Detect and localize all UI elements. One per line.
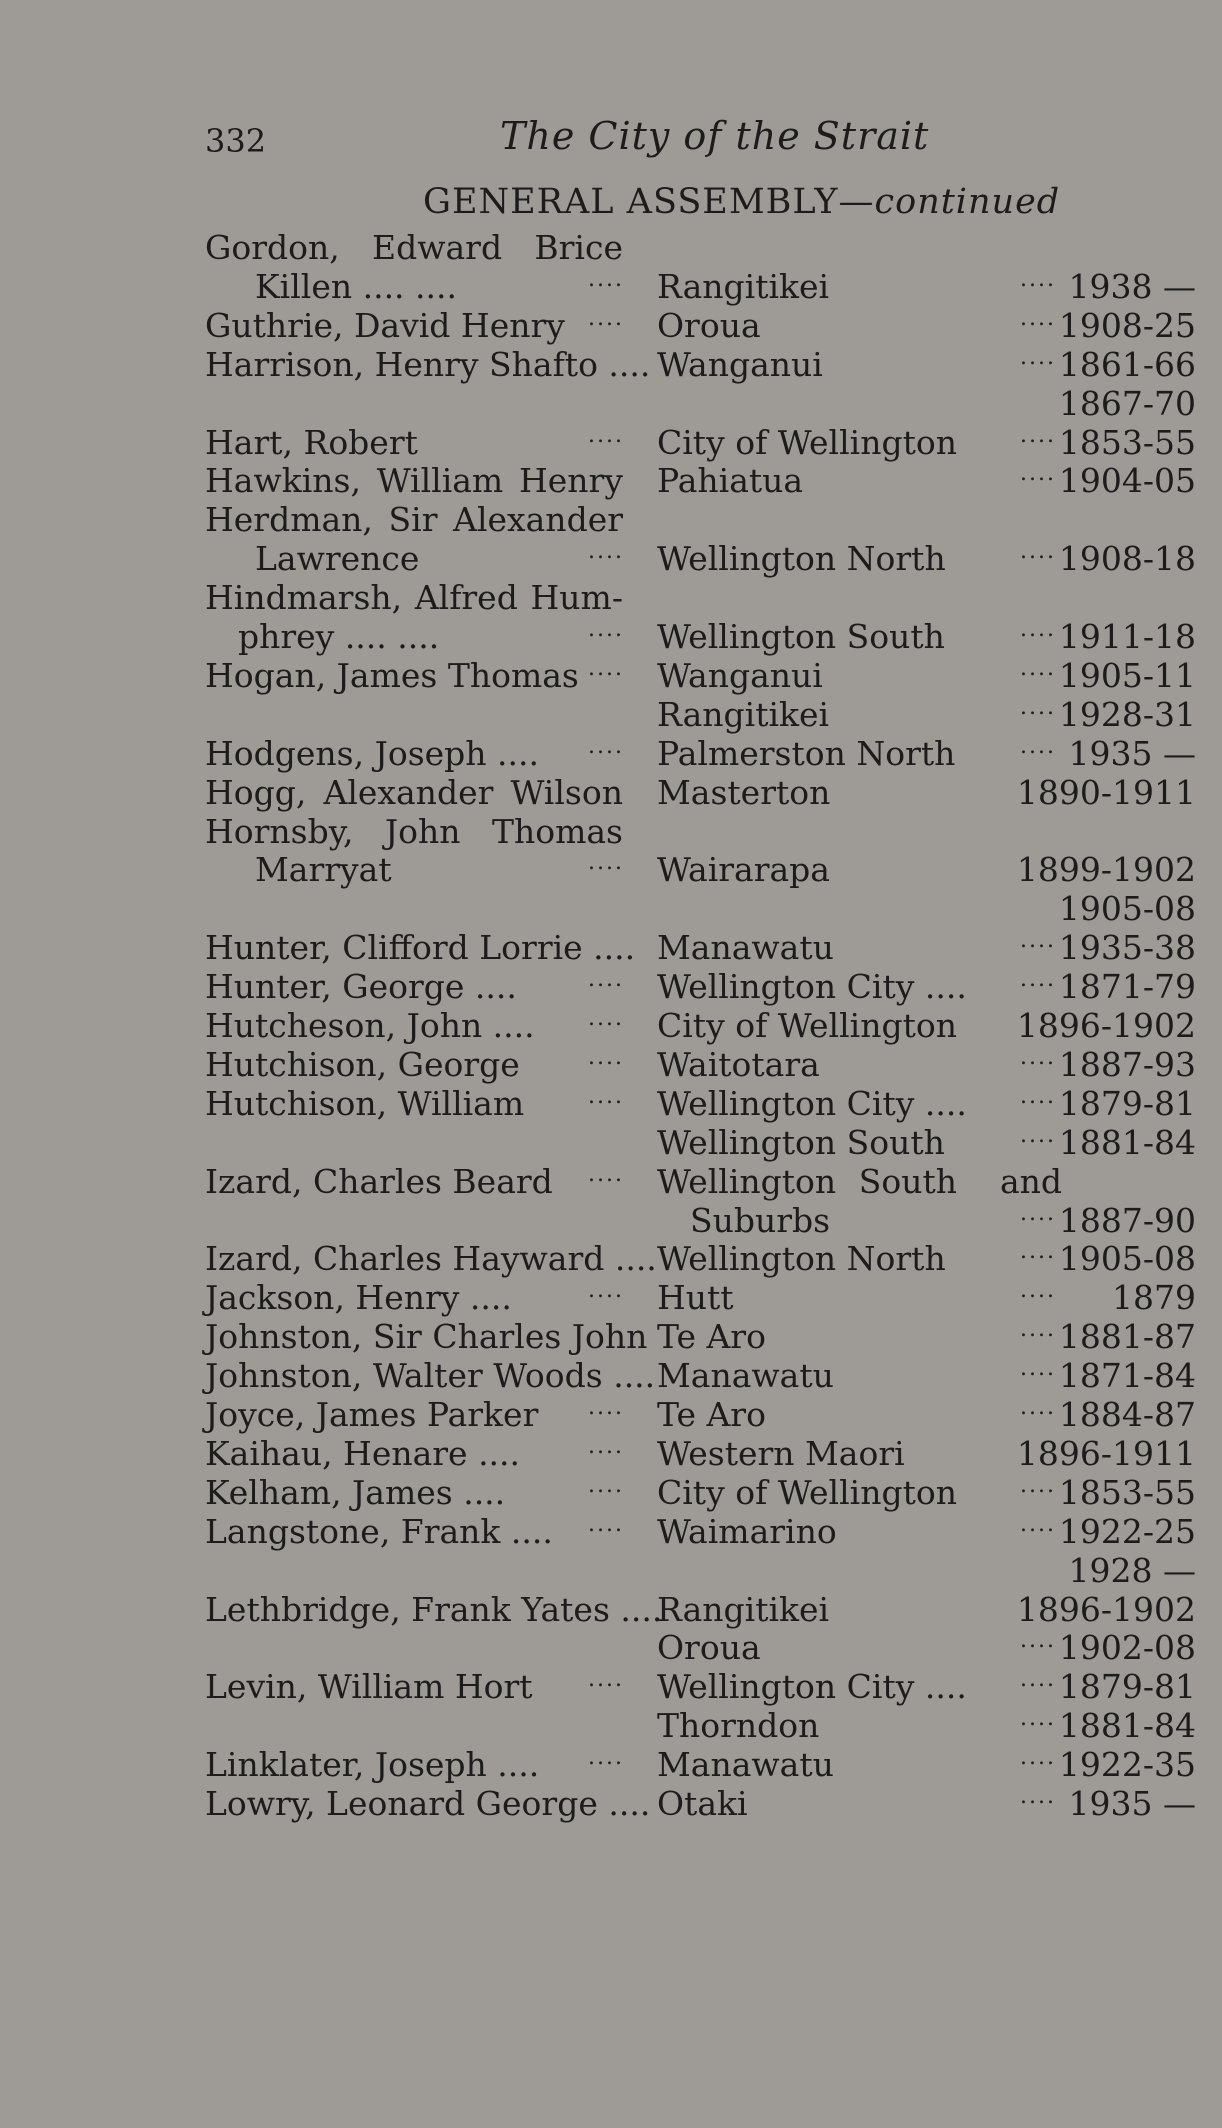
member-name-word: Sir bbox=[388, 500, 438, 540]
constituency: Oroua bbox=[657, 305, 761, 345]
table-row bbox=[0, 461, 1222, 500]
table-row bbox=[0, 1045, 1222, 1084]
years-served: 1899-1902 bbox=[1016, 850, 1196, 890]
constituency-word: South bbox=[858, 1161, 957, 1201]
years-served: 1867-70 bbox=[1058, 383, 1196, 423]
leader-dots: .... bbox=[588, 422, 624, 448]
table-row bbox=[0, 500, 1222, 539]
leader-dots: .... bbox=[1020, 1395, 1056, 1420]
table-row bbox=[0, 1162, 1222, 1201]
member-name: Izard, Charles Beard bbox=[205, 1161, 553, 1201]
constituency: Masterton bbox=[657, 772, 831, 812]
page-header bbox=[0, 114, 1222, 164]
table-row bbox=[0, 1084, 1222, 1123]
constituency: Suburbs bbox=[690, 1200, 831, 1240]
leader-dots: .... bbox=[1020, 1784, 1056, 1809]
years-served: 1902-08 bbox=[1058, 1628, 1196, 1668]
member-name: Johnston, Walter Woods .... bbox=[205, 1356, 656, 1396]
years-served: 1881-84 bbox=[1058, 1122, 1196, 1162]
table-row bbox=[0, 889, 1222, 928]
leader-dots: .... bbox=[1020, 1667, 1056, 1693]
leader-dots: .... bbox=[588, 967, 624, 993]
member-name-word: Hogg, bbox=[205, 772, 307, 812]
section-continued: —continued bbox=[838, 182, 1061, 222]
member-name bbox=[205, 228, 623, 267]
constituency: Manawatu bbox=[657, 1356, 834, 1396]
leader-dots: .... bbox=[1020, 1200, 1056, 1226]
years-served: 1938 — bbox=[1068, 266, 1196, 306]
member-name-word: Hindmarsh, bbox=[205, 578, 403, 618]
member-name: Hutchison, William bbox=[205, 1083, 525, 1123]
member-name-word: Alfred bbox=[414, 578, 518, 618]
leader-dots: .... bbox=[1020, 1083, 1056, 1109]
leader-dots: .... bbox=[588, 1006, 624, 1031]
member-name-word: Herdman, bbox=[205, 500, 373, 540]
table-row bbox=[0, 617, 1222, 656]
table-row bbox=[0, 1473, 1222, 1512]
years-served: 1922-35 bbox=[1058, 1745, 1196, 1785]
constituency: Wellington South bbox=[657, 617, 945, 656]
member-name: Hodgens, Joseph .... bbox=[205, 733, 539, 773]
constituency: Rangitikei bbox=[657, 1589, 830, 1629]
member-name bbox=[205, 812, 623, 851]
member-name: Hart, Robert bbox=[205, 422, 418, 462]
leader-dots: .... bbox=[588, 1044, 624, 1070]
leader-dots: .... bbox=[1020, 422, 1056, 448]
member-name-word: Alexander bbox=[453, 500, 623, 540]
table-row bbox=[0, 423, 1222, 462]
years-served: 1884-87 bbox=[1058, 1395, 1196, 1434]
member-name bbox=[205, 773, 623, 812]
constituency: City of Wellington bbox=[657, 1472, 957, 1512]
member-name: Lethbridge, Frank Yates .... bbox=[205, 1589, 663, 1629]
member-name: Harrison, Henry Shafto .... bbox=[205, 344, 651, 384]
member-name: Izard, Charles Hayward .... bbox=[205, 1239, 657, 1279]
constituency: Wellington City .... bbox=[657, 1083, 967, 1123]
constituency: Wellington North bbox=[657, 539, 946, 579]
leader-dots: .... bbox=[588, 1433, 624, 1459]
table-row bbox=[0, 267, 1222, 306]
member-name-word: Edward bbox=[372, 228, 503, 267]
leader-dots: .... bbox=[588, 1161, 624, 1187]
leader-dots: .... bbox=[1020, 617, 1056, 642]
member-name: Hogan, James Thomas bbox=[205, 655, 579, 695]
leader-dots: .... bbox=[1020, 344, 1056, 370]
member-name bbox=[205, 500, 623, 539]
table-row bbox=[0, 539, 1222, 578]
member-name bbox=[205, 578, 623, 617]
leader-dots: .... bbox=[1020, 1239, 1056, 1265]
constituency: Manawatu bbox=[657, 1745, 834, 1785]
leader-dots: .... bbox=[1020, 539, 1056, 565]
leader-dots: .... bbox=[588, 1278, 624, 1304]
constituency: Waimarino bbox=[657, 1511, 837, 1551]
member-name: Johnston, Sir Charles John bbox=[205, 1317, 648, 1357]
constituency: City of Wellington bbox=[657, 1006, 957, 1045]
member-name: Lawrence bbox=[255, 539, 420, 579]
member-name: Guthrie, David Henry bbox=[205, 305, 565, 345]
constituency bbox=[657, 1162, 957, 1201]
table-row bbox=[0, 967, 1222, 1006]
member-name: Hutcheson, John .... bbox=[205, 1006, 535, 1045]
constituency: Rangitikei bbox=[657, 266, 830, 306]
constituency: Pahiatua bbox=[657, 461, 804, 501]
leader-dots: .... bbox=[588, 1472, 624, 1498]
years-served: 1896-1902 bbox=[1016, 1589, 1196, 1629]
constituency: Te Aro bbox=[657, 1317, 766, 1357]
years-served: 1935 — bbox=[1068, 733, 1196, 773]
table-row bbox=[0, 306, 1222, 345]
leader-dots: .... bbox=[1020, 1745, 1056, 1771]
constituency: Palmerston North bbox=[657, 733, 956, 773]
constituency: Wellington South bbox=[657, 1122, 945, 1162]
member-name: Hunter, Clifford Lorrie .... bbox=[205, 928, 636, 968]
leader-dots: .... bbox=[1020, 1356, 1056, 1382]
years-served: 1922-25 bbox=[1058, 1511, 1196, 1551]
leader-dots: .... bbox=[1020, 733, 1056, 759]
member-name: Hutchison, George bbox=[205, 1044, 520, 1084]
years-served: 1881-87 bbox=[1058, 1317, 1196, 1357]
leader-dots: .... bbox=[1020, 1511, 1056, 1537]
table-row bbox=[0, 1356, 1222, 1395]
member-name: Marryat bbox=[255, 850, 392, 890]
leader-dots: .... bbox=[588, 617, 624, 642]
constituency: Wellington City .... bbox=[657, 967, 967, 1007]
table-row bbox=[0, 812, 1222, 851]
constituency: Wellington North bbox=[657, 1239, 946, 1279]
years-served: 1879-81 bbox=[1058, 1667, 1196, 1707]
leader-dots: .... bbox=[1020, 967, 1056, 993]
leader-dots: .... bbox=[1020, 1044, 1056, 1070]
member-name-word: Gordon, bbox=[205, 228, 340, 267]
years-served: 1887-90 bbox=[1058, 1200, 1196, 1240]
years-served: 1908-25 bbox=[1058, 305, 1196, 345]
leader-dots: .... bbox=[1020, 1278, 1056, 1304]
member-name: phrey .... .... bbox=[238, 617, 440, 656]
table-row bbox=[0, 1706, 1222, 1745]
table-row bbox=[0, 850, 1222, 889]
years-served: 1887-93 bbox=[1058, 1044, 1196, 1084]
years-served: 1928-31 bbox=[1058, 694, 1196, 734]
years-served: 1905-08 bbox=[1058, 889, 1196, 929]
table-row bbox=[0, 1201, 1222, 1240]
constituency: Western Maori bbox=[657, 1433, 905, 1473]
leader-dots: .... bbox=[1020, 1628, 1056, 1654]
member-name: Langstone, Frank .... bbox=[205, 1511, 553, 1551]
constituency: Wanganui bbox=[657, 344, 823, 384]
years-served: 1905-08 bbox=[1058, 1239, 1196, 1279]
table-row bbox=[0, 384, 1222, 423]
table-row bbox=[0, 773, 1222, 812]
table-row bbox=[0, 345, 1222, 384]
and-word: and bbox=[1000, 1161, 1063, 1201]
member-name-word: Henry bbox=[519, 461, 623, 501]
leader-dots: .... bbox=[588, 1667, 624, 1693]
section-heading bbox=[423, 182, 1060, 222]
page-number: 332 bbox=[205, 122, 267, 160]
leader-dots: .... bbox=[588, 266, 624, 292]
constituency: Manawatu bbox=[657, 928, 834, 968]
leader-dots: .... bbox=[1020, 1706, 1056, 1732]
table-row bbox=[0, 1512, 1222, 1551]
member-name-word: Brice bbox=[534, 228, 623, 267]
member-name-word: John bbox=[384, 811, 461, 851]
running-title: The City of the Strait bbox=[500, 114, 930, 158]
years-served: 1853-55 bbox=[1058, 1472, 1196, 1512]
years-served: 1928 — bbox=[1068, 1550, 1196, 1590]
table-row bbox=[0, 656, 1222, 695]
years-served: 1853-55 bbox=[1058, 422, 1196, 462]
table-row bbox=[0, 578, 1222, 617]
table-row bbox=[0, 695, 1222, 734]
leader-dots: .... bbox=[1020, 694, 1056, 720]
member-name: Jackson, Henry .... bbox=[205, 1278, 512, 1318]
member-name-word: William bbox=[376, 461, 504, 501]
member-name: Lowry, Leonard George .... bbox=[205, 1784, 651, 1823]
leader-dots: .... bbox=[588, 305, 624, 331]
leader-dots: .... bbox=[588, 539, 624, 565]
years-served: 1871-84 bbox=[1058, 1356, 1196, 1396]
years-served: 1908-18 bbox=[1058, 539, 1196, 579]
leader-dots: .... bbox=[588, 850, 624, 876]
member-name: Killen .... .... bbox=[255, 266, 457, 306]
years-served: 1905-11 bbox=[1058, 655, 1196, 695]
constituency: Wellington City .... bbox=[657, 1667, 967, 1707]
member-name: Linklater, Joseph .... bbox=[205, 1745, 540, 1785]
table-row bbox=[0, 1551, 1222, 1590]
years-served: 1890-1911 bbox=[1016, 772, 1196, 812]
years-served: 1879-81 bbox=[1058, 1083, 1196, 1123]
member-name-word: Thomas bbox=[491, 811, 623, 851]
years-served: 1935 — bbox=[1068, 1784, 1196, 1823]
member-name: Kaihau, Henare .... bbox=[205, 1433, 521, 1473]
constituency: Thorndon bbox=[657, 1706, 820, 1746]
leader-dots: .... bbox=[1020, 305, 1056, 331]
table-row bbox=[0, 1239, 1222, 1278]
leader-dots: .... bbox=[588, 1745, 624, 1771]
member-name-word: Hornsby, bbox=[205, 811, 354, 851]
leader-dots: .... bbox=[1020, 1472, 1056, 1498]
member-name-word: Hum- bbox=[530, 578, 623, 618]
table-row bbox=[0, 1317, 1222, 1356]
table-row bbox=[0, 1628, 1222, 1667]
leader-dots: .... bbox=[588, 655, 624, 681]
member-name bbox=[205, 461, 623, 500]
constituency: Rangitikei bbox=[657, 694, 830, 734]
years-served: 1871-79 bbox=[1058, 967, 1196, 1007]
years-served: 1896-1902 bbox=[1016, 1006, 1196, 1045]
table-row bbox=[0, 1745, 1222, 1784]
leader-dots: .... bbox=[1020, 655, 1056, 681]
years-served: 1879 bbox=[1112, 1278, 1196, 1318]
table-row bbox=[0, 928, 1222, 967]
member-name: Kelham, James .... bbox=[205, 1472, 506, 1512]
leader-dots: .... bbox=[1020, 1122, 1056, 1148]
years-served: 1935-38 bbox=[1058, 928, 1196, 968]
section-heading-text: GENERAL ASSEMBLY bbox=[423, 182, 839, 222]
member-name-word: Hawkins, bbox=[205, 461, 361, 501]
leader-dots: .... bbox=[1020, 928, 1056, 954]
leader-dots: .... bbox=[1020, 461, 1056, 487]
leader-dots: .... bbox=[588, 1083, 624, 1109]
table-row bbox=[0, 1434, 1222, 1473]
leader-dots: .... bbox=[588, 733, 624, 759]
table-row bbox=[0, 1395, 1222, 1434]
years-served: 1896-1911 bbox=[1016, 1433, 1196, 1473]
table-row bbox=[0, 1123, 1222, 1162]
member-name-word: Alexander bbox=[323, 772, 494, 812]
constituency: Wanganui bbox=[657, 655, 823, 695]
member-name: Hunter, George .... bbox=[205, 967, 517, 1007]
leader-dots: .... bbox=[1020, 266, 1056, 292]
years-served: 1881-84 bbox=[1058, 1706, 1196, 1746]
constituency: Otaki bbox=[657, 1784, 748, 1823]
years-served: 1904-05 bbox=[1058, 461, 1196, 501]
table-row bbox=[0, 1784, 1222, 1823]
constituency: Wairarapa bbox=[657, 850, 830, 890]
table-row bbox=[0, 1278, 1222, 1317]
constituency: City of Wellington bbox=[657, 422, 957, 462]
table-row bbox=[0, 228, 1222, 267]
table-row bbox=[0, 1006, 1222, 1045]
leader-dots: .... bbox=[588, 1395, 624, 1420]
member-name-word: Wilson bbox=[510, 772, 623, 812]
constituency: Oroua bbox=[657, 1628, 761, 1668]
years-served: 1911-18 bbox=[1058, 617, 1196, 656]
years-served: 1861-66 bbox=[1058, 344, 1196, 384]
table-row bbox=[0, 1667, 1222, 1706]
member-name: Joyce, James Parker bbox=[205, 1395, 539, 1434]
constituency: Hutt bbox=[657, 1278, 734, 1318]
constituency: Waitotara bbox=[657, 1044, 820, 1084]
table-row bbox=[0, 734, 1222, 773]
member-name: Levin, William Hort bbox=[205, 1667, 533, 1707]
constituency-word: Wellington bbox=[657, 1161, 837, 1201]
leader-dots: .... bbox=[588, 1511, 624, 1537]
leader-dots: .... bbox=[1020, 1317, 1056, 1343]
table-row bbox=[0, 1590, 1222, 1629]
constituency: Te Aro bbox=[657, 1395, 766, 1434]
